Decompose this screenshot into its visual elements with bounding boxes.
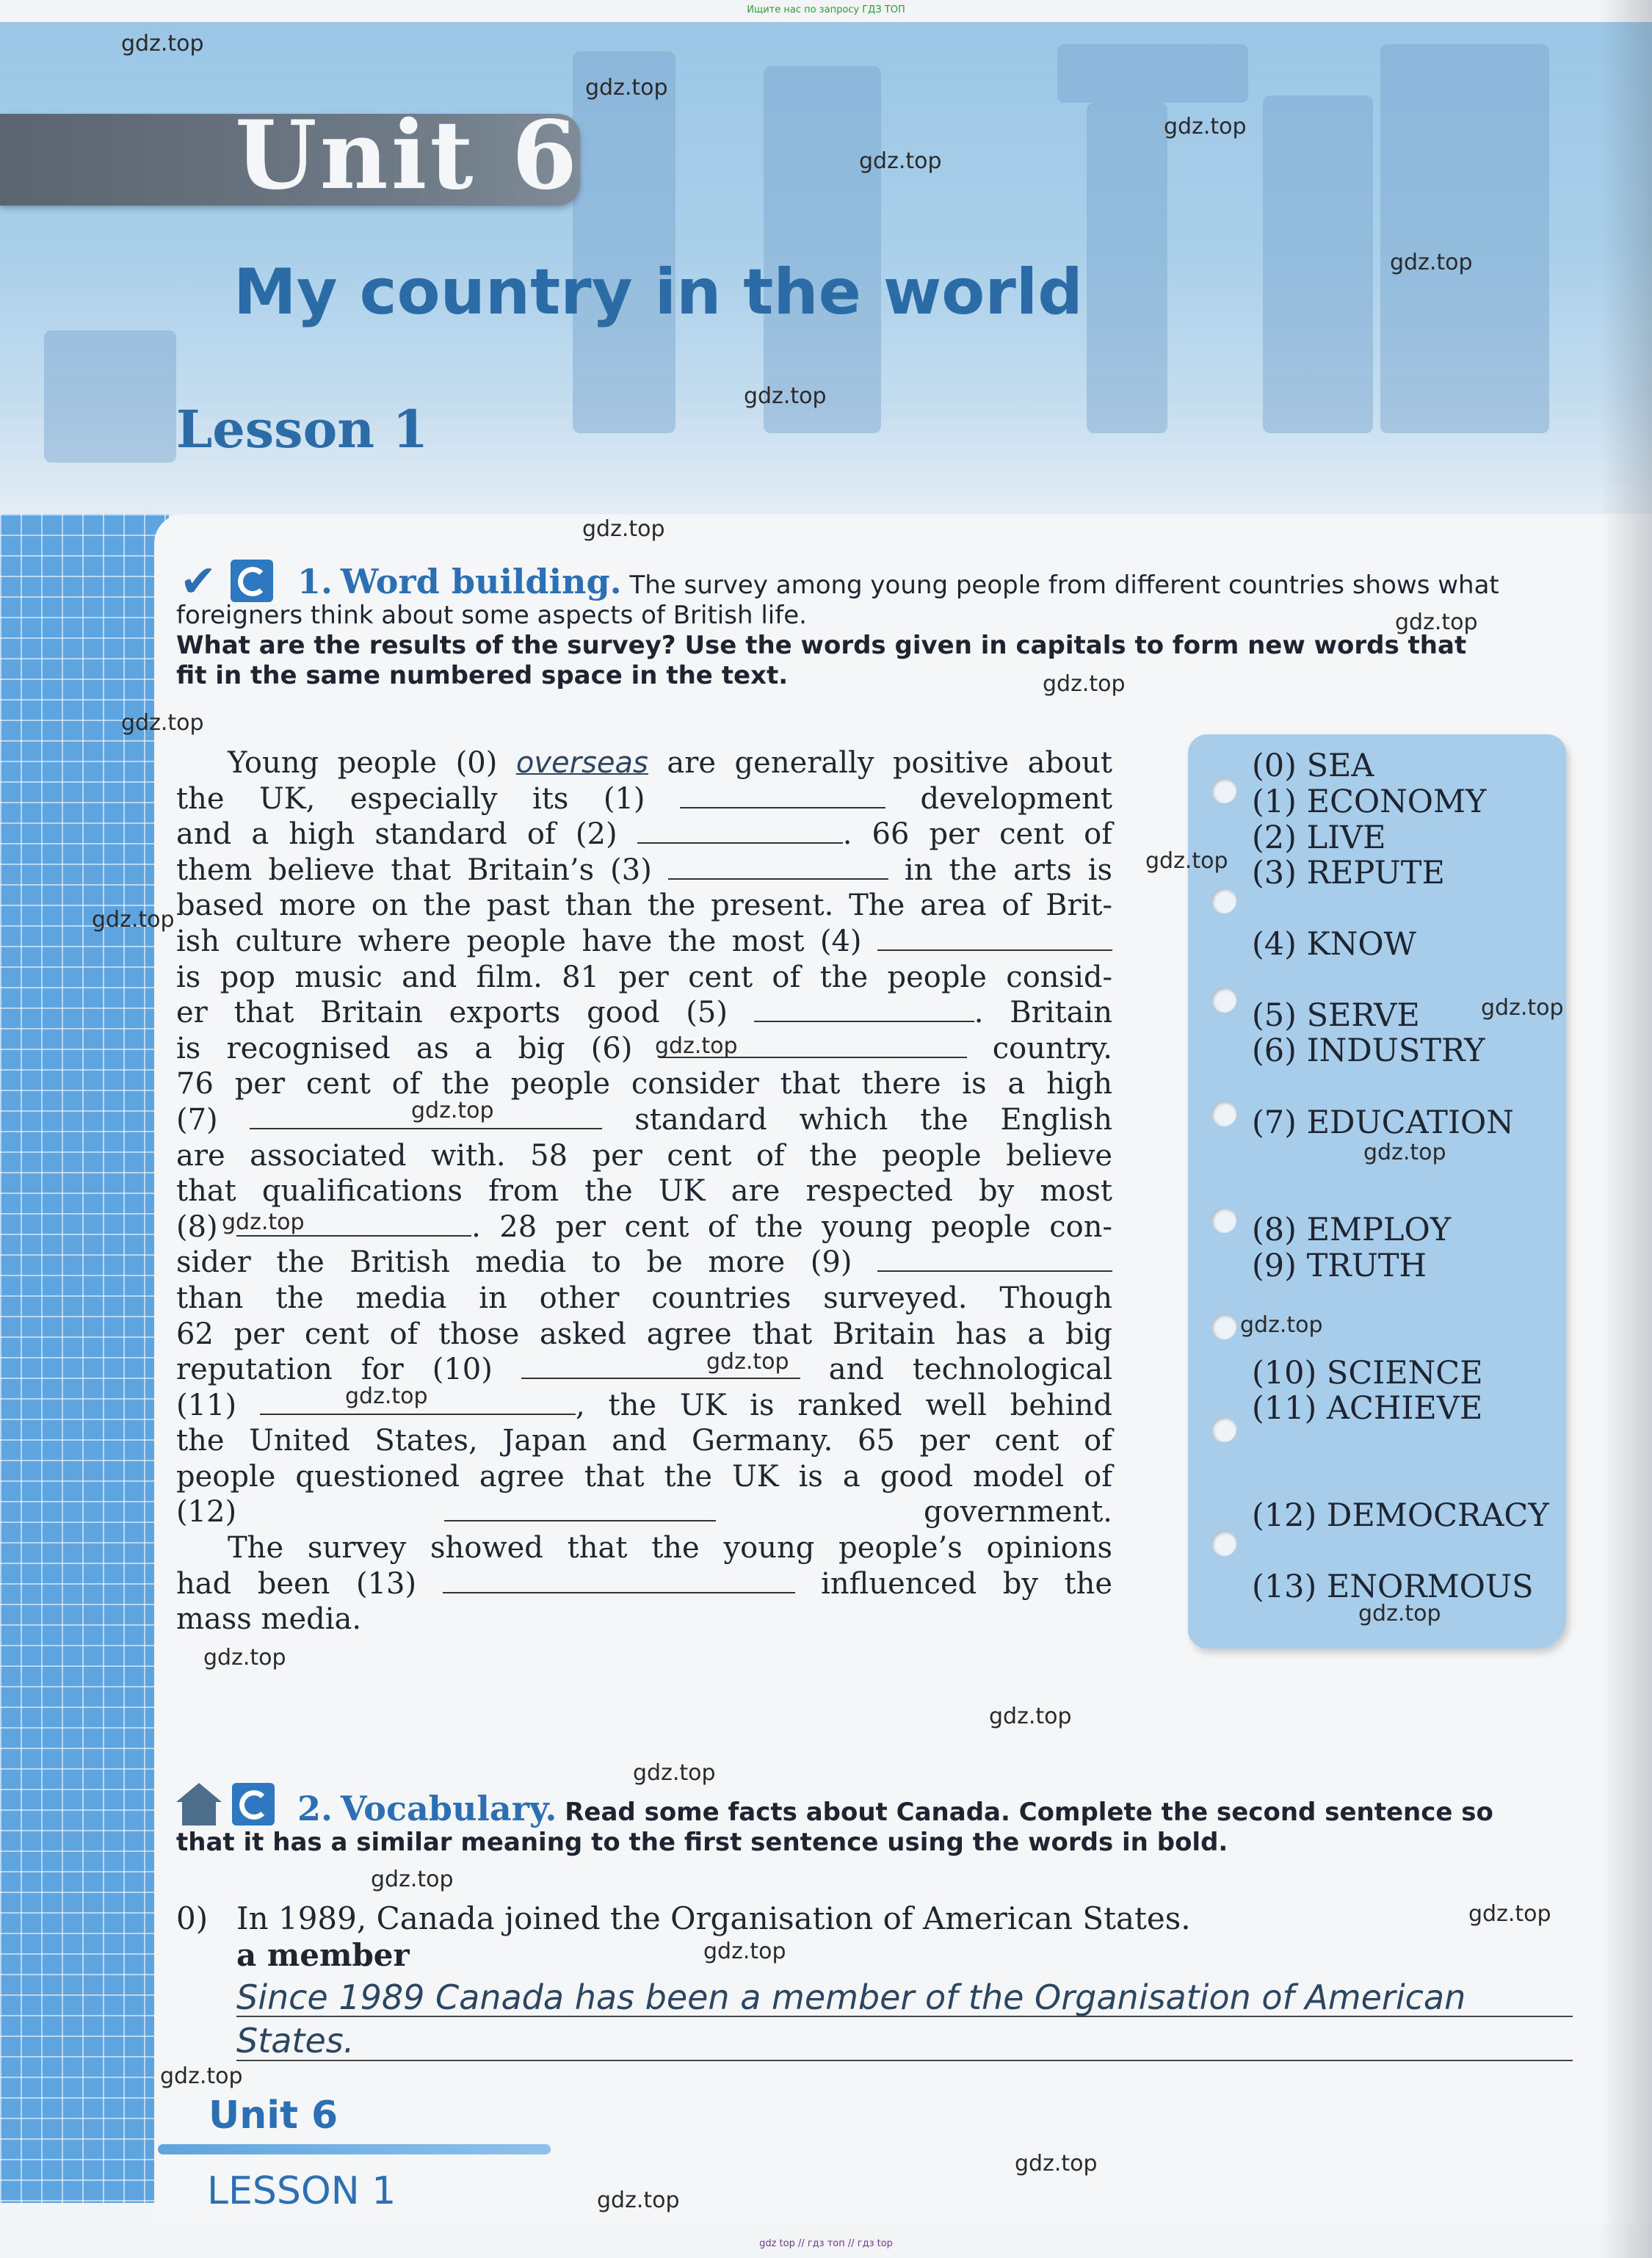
binder-hole [1211,1101,1236,1126]
answer-blank[interactable] [754,999,974,1022]
passage-text: is pop music and film. 81 per cent of the people consid- [176,960,1112,994]
passage-line [176,995,1112,1031]
watermark: gdz.top [345,1383,428,1409]
word-prompt: (10) SCIENCE [1252,1355,1483,1392]
exercise1-task-line1: What are the results of the survey? Use the words given in capitals to form new words that [176,631,1467,660]
passage-text: the UK, especially its (1) [176,781,681,816]
passage-text: The survey showed that the young people’s opinions [228,1531,1112,1566]
passage-line [176,781,1112,817]
survey-passage [176,745,1112,1638]
stone-shape [764,66,881,433]
passage-line [176,1098,1112,1138]
passage-text: are generally positive about [648,746,1112,780]
checkmark-icon: ✔ [179,556,217,607]
watermark: gdz.top [859,148,942,174]
stone-shape [1087,103,1167,433]
word-prompt: (4) KNOW [1252,926,1416,963]
answer-blank[interactable] [637,820,843,844]
exercise1-task-line2: fit in the same numbered space in the text. [176,661,789,690]
watermark: gdz.top [1043,671,1126,697]
answer-blank[interactable] [443,1570,795,1593]
passage-text: had been (13) [176,1566,443,1601]
word-prompt: (5) SERVE [1252,997,1420,1034]
passage-text: are associated with. 58 per cent of the people believe [176,1138,1112,1173]
exercise2-item-number: 0) [176,1900,209,1936]
passage-text: that qualifications from the UK are respected by most [176,1174,1112,1209]
passage-text: . Britain [974,996,1112,1030]
promo-top-link[interactable]: Ищите нас по запросу ГДЗ ТОП [747,4,905,15]
passage-text: based more on the past than the present. The area of Brit- [176,889,1112,923]
watermark: gdz.top [1145,848,1228,874]
page-title: My country in the world [233,256,1083,329]
unit-title: Unit 6 [235,101,581,211]
stone-shape [1380,44,1549,433]
binder-hole [1211,988,1236,1013]
passage-text: 76 per cent of the people consider that there is a high [176,1067,1112,1101]
answer-underline [236,2060,1573,2061]
passage-text: people questioned agree that the UK is a good model of [176,1459,1112,1494]
passage-text: (11) [176,1388,260,1422]
passage-text: sider the British media to be more (9) [176,1245,877,1280]
passage-text: Young people (0) [228,746,516,780]
passage-text: , the UK is ranked well behind [575,1388,1113,1422]
binder-hole [1211,1208,1236,1233]
passage-line [176,1494,1112,1530]
watermark: gdz.top [121,710,204,736]
handwritten-answer[interactable]: overseas [515,746,648,780]
passage-text: development [885,781,1112,816]
word-prompt: (3) REPUTE [1252,855,1445,891]
passage-line [176,1031,1112,1067]
footer-bar [158,2144,551,2154]
passage-line [176,1245,1112,1281]
passage-text: influenced by the [794,1566,1112,1601]
binder-hole [1211,889,1236,913]
passage-text: (8) [176,1209,237,1244]
word-prompt: (6) INDUSTRY [1252,1032,1485,1069]
word-prompt: (9) TRUTH [1252,1248,1427,1284]
promo-bottom-link[interactable]: gdz top // гдз топ // гдз top [759,2238,893,2249]
passage-text: than the media in other countries surveyed. Though [176,1281,1112,1315]
passage-text: and technological [800,1353,1112,1387]
passage-line [176,1530,1112,1566]
exercise2-answer-line2[interactable]: States. [236,2021,355,2060]
passage-line [176,853,1112,889]
watermark: gdz.top [633,1760,716,1786]
passage-text: (7) [176,1102,250,1137]
decorative-grid-strip [0,514,169,2203]
passage-text: er that Britain exports good (5) [176,996,754,1030]
answer-blank[interactable] [877,927,1112,951]
watermark: gdz.top [706,1349,789,1375]
answer-underline [236,2016,1573,2017]
footer-lesson: LESSON 1 [207,2169,396,2213]
lesson-title: Lesson 1 [176,399,429,460]
watermark: gdz.top [1395,609,1478,635]
passage-text: is recognised as a big (6) [176,1031,659,1065]
exercise2-task-line1: Read some facts about Canada. Complete the second sentence so [565,1798,1493,1827]
watermark: gdz.top [582,516,665,542]
passage-text: the United States, Japan and Germany. 65 per cent of [176,1424,1112,1458]
passage-text: them believe that Britain’s (3) [176,853,668,887]
watermark: gdz.top [1358,1601,1441,1626]
passage-text: country. [966,1031,1112,1065]
passage-line [176,1602,1112,1638]
watermark: gdz.top [744,383,827,409]
passage-text: standard which the English [602,1102,1112,1137]
passage-line [176,1349,1112,1388]
exercise1-instructions [176,562,1571,691]
passage-line [176,1423,1112,1459]
exercise2-number: 2. [297,1789,333,1828]
passage-line [176,1209,1112,1245]
word-prompt: (2) LIVE [1252,819,1386,856]
passage-line [176,1138,1112,1174]
passage-line [176,960,1112,996]
word-prompt: (11) ACHIEVE [1252,1390,1483,1427]
watermark: gdz.top [1390,250,1473,275]
exercise2-instructions [176,1789,1571,1858]
passage-text: . 66 per cent of [842,817,1112,852]
passage-line [176,1066,1112,1102]
passage-text: and a high standard of (2) [176,817,637,852]
watermark: gdz.top [1164,114,1247,140]
answer-blank[interactable] [668,856,888,880]
stone-shape [44,330,176,463]
answer-blank[interactable] [680,785,885,808]
passage-text: ish culture where people have the most (4) [176,924,877,958]
word-prompt: (0) SEA [1252,748,1374,784]
stone-shape [573,51,675,433]
passage-text: in the arts is [888,853,1113,887]
word-prompt: (1) ECONOMY [1252,784,1487,820]
word-prompt: (8) EMPLOY [1252,1212,1452,1248]
passage-text: . 28 per cent of the young people con- [471,1209,1112,1244]
answer-blank[interactable] [444,1498,716,1521]
passage-text: (12) [176,1495,445,1530]
stone-shape [1263,95,1373,433]
passage-line [176,745,1112,781]
exercise2-answer-line1[interactable]: Since 1989 Canada has been a member of the Organisation of American [236,1977,1466,2017]
watermark: gdz.top [92,907,175,933]
watermark: gdz.top [1015,2151,1098,2176]
passage-line [176,924,1112,960]
watermark: gdz.top [703,1939,786,1964]
exercise2-item-sentence: In 1989, Canada joined the Organisation of American States. [236,1900,1191,1936]
page-edge-shadow [1601,0,1652,2258]
answer-blank[interactable] [877,1248,1112,1272]
passage-text: government. [716,1495,1112,1530]
stone-shape [1057,44,1248,103]
watermark: gdz.top [585,75,668,101]
passage-line [176,817,1112,853]
binder-hole [1211,778,1236,803]
watermark: gdz.top [1468,1901,1551,1927]
word-prompt: (7) EDUCATION [1252,1104,1514,1141]
watermark: gdz.top [989,1704,1072,1729]
passage-line [176,1281,1112,1317]
binder-hole [1211,1531,1236,1556]
exercise1-number: 1. [297,562,333,601]
watermark: gdz.top [1481,995,1564,1021]
watermark: gdz.top [655,1033,738,1059]
watermark: gdz.top [222,1209,305,1235]
passage-text: mass media. [176,1602,362,1637]
watermark: gdz.top [597,2188,680,2213]
passage-text: 62 per cent of those asked agree that Britain has a big [176,1317,1112,1351]
exercise2-heading: Vocabulary. [340,1789,557,1828]
watermark: gdz.top [1240,1312,1323,1338]
passage-line [176,888,1112,924]
watermark: gdz.top [203,1645,286,1671]
passage-line [176,1383,1113,1424]
exercise1-intro-line2: foreigners think about some aspects of British life. [176,601,807,630]
passage-line [176,1459,1112,1495]
exercise2-task-line2: that it has a similar meaning to the first sentence using the words in bold. [176,1828,1228,1857]
exercise2-item-keyword: a member [236,1937,410,1973]
passage-line [176,1566,1112,1602]
watermark: gdz.top [371,1867,454,1892]
passage-text: reputation for (10) [176,1353,521,1387]
watermark: gdz.top [1363,1140,1446,1165]
exercise1-heading: Word building. [340,562,622,601]
passage-line [176,1317,1112,1353]
watermark: gdz.top [121,31,204,57]
exercise1-intro-line1: The survey among young people from different countries shows what [629,571,1499,600]
word-prompt: (12) DEMOCRACY [1252,1497,1549,1534]
word-prompt: (13) ENORMOUS [1252,1568,1534,1605]
watermark: gdz.top [160,2063,243,2089]
footer-unit: Unit 6 [209,2094,338,2138]
binder-hole [1211,1417,1236,1442]
binder-hole [1211,1314,1236,1339]
watermark: gdz.top [411,1098,494,1123]
passage-line [176,1173,1112,1209]
